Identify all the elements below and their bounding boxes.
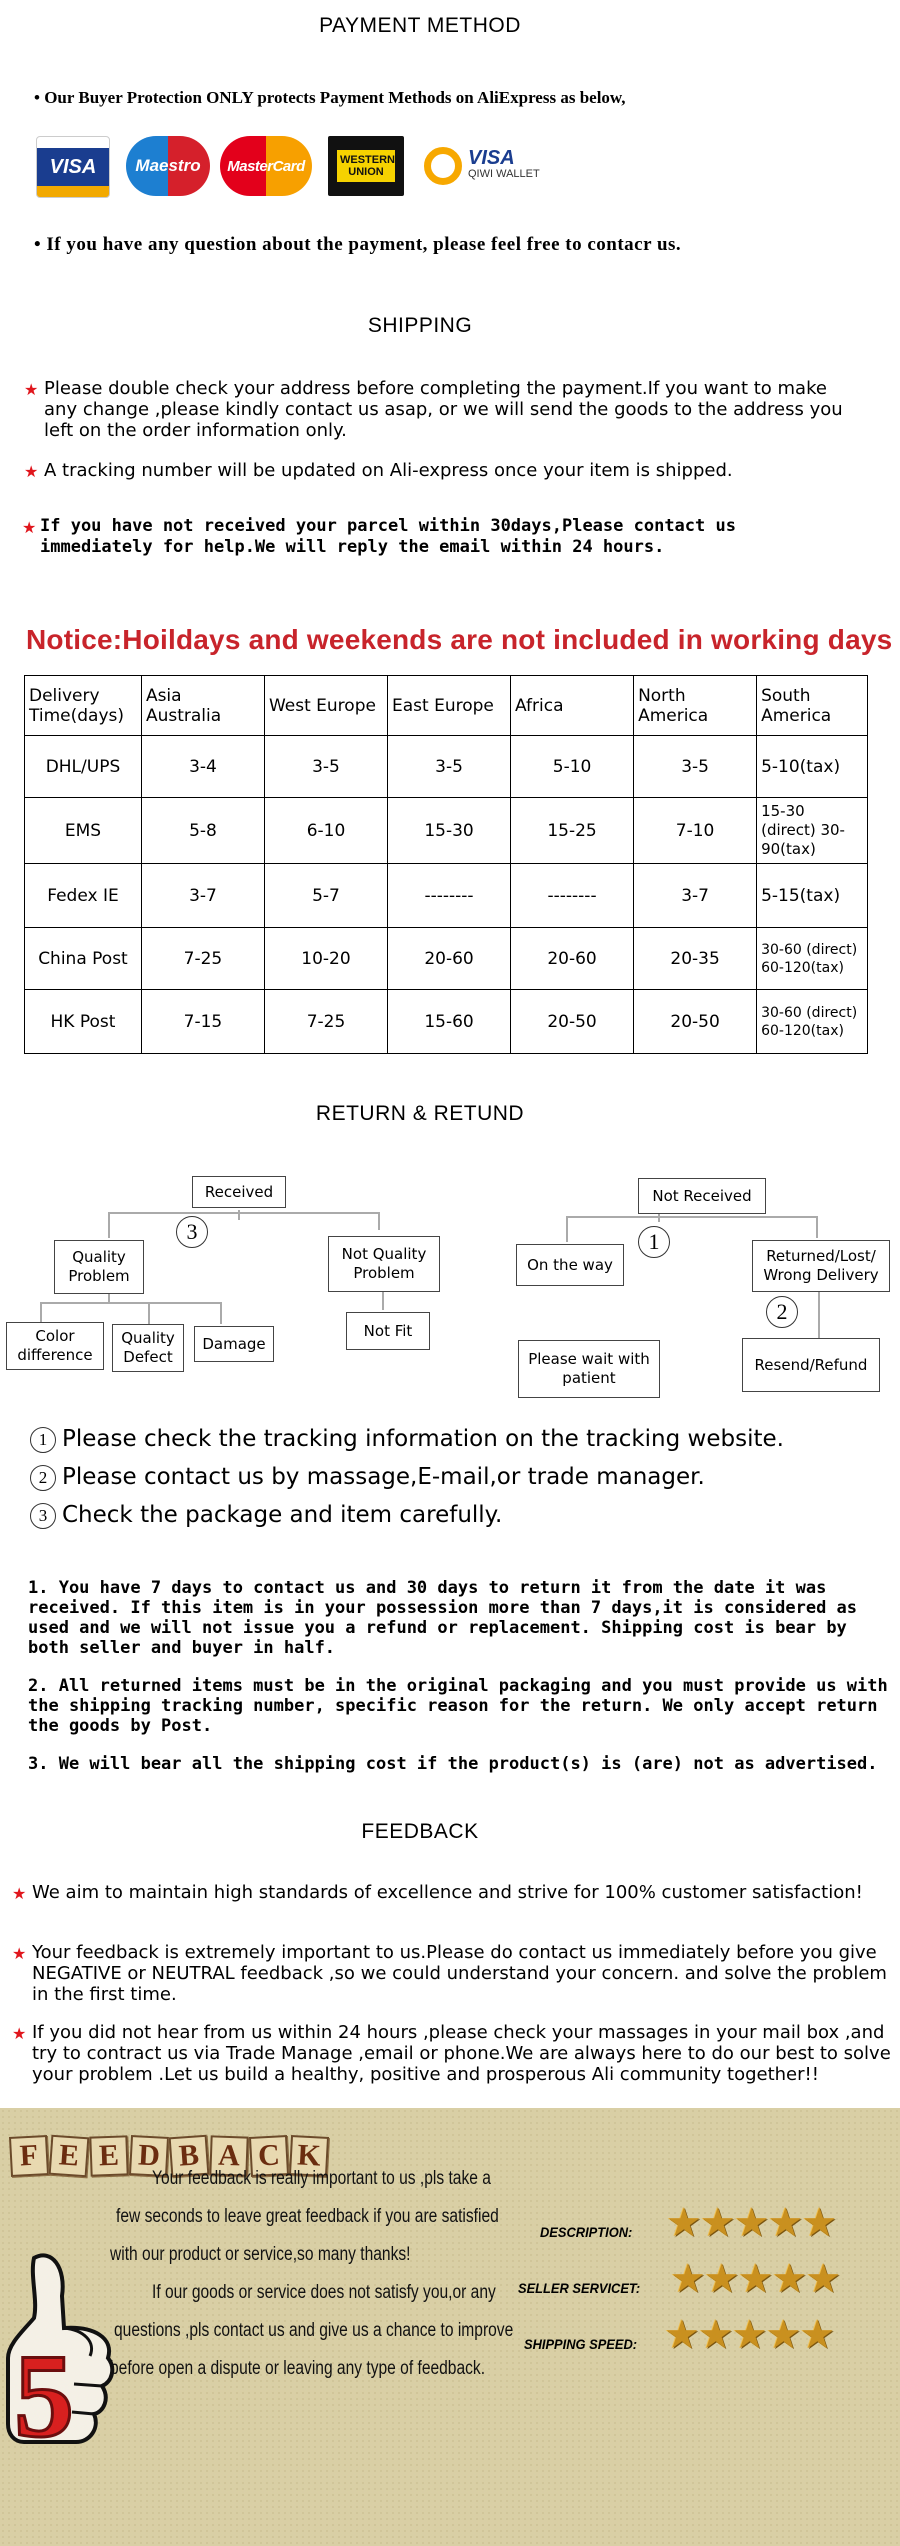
table-cell: 3-5 (634, 736, 757, 798)
rating-seller-service-label: SELLER SERVICET: (518, 2280, 641, 2296)
step-number: 1 (30, 1427, 56, 1453)
payment-title: PAYMENT METHOD (319, 14, 521, 37)
letter-tile: E (89, 2135, 128, 2176)
letter-tile: A (209, 2135, 248, 2176)
table-header-cell: South America (757, 676, 868, 736)
payment-bullet-1 (34, 88, 626, 108)
table-cell: 20-50 (511, 990, 634, 1054)
return-step-2 (30, 1464, 705, 1491)
flow-number-2: 2 (766, 1296, 798, 1328)
maestro-label: Maestro (135, 156, 201, 175)
flow-number-3: 3 (176, 1216, 208, 1248)
qiwi-ring-icon (424, 147, 462, 185)
banner-line: with our product or service,so many thanks! (110, 2244, 411, 2265)
table-header-cell: Delivery Time(days) (25, 676, 142, 736)
big-number-five: 5 (14, 2329, 74, 2462)
mastercard-icon (220, 136, 312, 196)
flow-quality-problem: Quality Problem (54, 1240, 144, 1294)
table-cell: 5-10 (511, 736, 634, 798)
return-rule-2: 2. All returned items must be in the original packaging and you must provide us with the shipping tracking number, specific reason for the return. We only accept return the goods by Post. (28, 1676, 898, 1736)
table-header-cell: Asia Australia (141, 676, 264, 736)
flow-damage: Damage (194, 1326, 274, 1362)
table-cell: -------- (511, 864, 634, 928)
table-cell: 10-20 (264, 928, 387, 990)
thumbs-up-five-icon (4, 2248, 124, 2468)
table-cell: China Post (25, 928, 142, 990)
return-step-3 (30, 1502, 502, 1529)
shipping-item-3: If you have not received your parcel within 30days,Please contact us immediately for help.We will reply the email within 24 hours. (40, 516, 736, 557)
table-row (25, 736, 868, 798)
qiwi-visa-label: VISA (468, 147, 515, 169)
step-text: Check the package and item carefully. (62, 1502, 503, 1528)
table-cell: 7-25 (141, 928, 264, 990)
visa-card-icon (36, 136, 110, 198)
red-star-icon: ★ (22, 518, 37, 537)
table-cell: 5-8 (141, 798, 264, 864)
banner-line: If our goods or service does not satisfy you,or any (152, 2282, 496, 2303)
letter-tile: F (9, 2135, 49, 2177)
table-cell: 20-50 (634, 990, 757, 1054)
flow-please-wait: Please wait with patient (518, 1340, 660, 1398)
rating-description-label: DESCRIPTION: (540, 2224, 633, 2240)
red-star-icon: ★ (12, 1884, 27, 1903)
feedback-item-3: If you did not hear from us within 24 hours ,please check your massages in your mail box ,and try to contract us via Trade Manage ,email or phone.We are always here to do our best to solve your problem .Let us build a healthy, positive and prosperous Ali community together!! (32, 2022, 891, 2085)
shipping-title: SHIPPING (367, 314, 473, 337)
feedback-item-1: We aim to maintain high standards of excellence and strive for 100% customer satisfaction! (32, 1882, 863, 1903)
table-header-cell: Africa (511, 676, 634, 736)
feedback-title: FEEDBACK (361, 1820, 479, 1843)
table-cell: 15-60 (388, 990, 511, 1054)
table-cell: 7-25 (264, 990, 387, 1054)
red-star-icon: ★ (12, 1944, 27, 1963)
table-cell: Fedex IE (25, 864, 142, 928)
table-cell: 5-15(tax) (757, 864, 868, 928)
payment-bullet-2-text: If you have any question about the payment, please feel free to contacr us. (46, 234, 682, 255)
feedback-banner (0, 2108, 900, 2546)
table-cell: -------- (388, 864, 511, 928)
flow-not-quality-problem: Not Quality Problem (328, 1236, 440, 1292)
table-cell: 7-15 (141, 990, 264, 1054)
payment-bullet-2 (34, 234, 681, 256)
flow-received: Received (192, 1176, 286, 1208)
table-cell: 20-35 (634, 928, 757, 990)
letter-tile: K (289, 2135, 329, 2177)
banner-line: before open a dispute or leaving any type of feedback. (110, 2358, 486, 2379)
rating-shipping-speed-label: SHIPPING SPEED: (524, 2336, 638, 2352)
shipping-notice: Notice:Hoildays and weekends are not included in working days (26, 624, 893, 655)
letter-tile: D (129, 2135, 169, 2177)
table-header-row (25, 676, 868, 736)
flow-not-fit: Not Fit (346, 1312, 430, 1350)
table-cell: 5-10(tax) (757, 736, 868, 798)
western-union-icon (328, 136, 404, 196)
red-star-icon: ★ (24, 462, 39, 481)
qiwi-wallet-icon (424, 136, 564, 196)
table-cell: 5-7 (264, 864, 387, 928)
table-cell: 3-7 (141, 864, 264, 928)
shipping-time-table (24, 675, 868, 1054)
rating-shipping-speed-stars: ★★★★★ (664, 2312, 834, 2358)
table-row (25, 928, 868, 990)
rating-seller-service-stars: ★★★★★ (670, 2256, 840, 2302)
maestro-card-icon (126, 136, 210, 196)
letter-tile: C (249, 2135, 289, 2177)
payment-bullet-1-text: Our Buyer Protection ONLY protects Payment Methods on AliExpress as below, (44, 88, 626, 107)
table-cell: EMS (25, 798, 142, 864)
table-cell: HK Post (25, 990, 142, 1054)
table-cell: 7-10 (634, 798, 757, 864)
qiwi-wallet-label: QIWI WALLET (468, 168, 540, 180)
table-cell: 15-30 (388, 798, 511, 864)
table-cell: 3-7 (634, 864, 757, 928)
flow-color-difference: Color difference (6, 1322, 104, 1370)
banner-line: Your feedback is really important to us ,pls take a (152, 2168, 491, 2189)
flow-quality-defect: Quality Defect (112, 1324, 184, 1372)
shipping-item-2: A tracking number will be updated on Ali-express once your item is shipped. (44, 460, 733, 481)
bullet-dot: • (34, 234, 47, 255)
step-text: Please check the tracking information on the tracking website. (62, 1426, 784, 1452)
rating-description-stars: ★★★★★ (666, 2200, 836, 2246)
flow-on-the-way: On the way (516, 1244, 624, 1286)
letter-tile: B (169, 2135, 210, 2178)
flow-not-received: Not Received (638, 1178, 766, 1214)
table-header-cell: East Europe (388, 676, 511, 736)
table-row (25, 990, 868, 1054)
table-cell: 20-60 (511, 928, 634, 990)
table-cell: DHL/UPS (25, 736, 142, 798)
red-star-icon: ★ (24, 380, 39, 399)
bullet-dot: • (34, 88, 45, 107)
step-text: Please contact us by massage,E-mail,or trade manager. (62, 1464, 705, 1490)
table-header-cell: West Europe (264, 676, 387, 736)
flow-returned-lost: Returned/Lost/ Wrong Delivery (752, 1240, 890, 1292)
table-cell: 6-10 (264, 798, 387, 864)
table-cell: 3-5 (388, 736, 511, 798)
table-cell: 15-30 (direct) 30-90(tax) (757, 798, 868, 864)
table-cell: 15-25 (511, 798, 634, 864)
table-row (25, 864, 868, 928)
table-row (25, 798, 868, 864)
red-star-icon: ★ (12, 2024, 27, 2043)
table-header-cell: North America (634, 676, 757, 736)
visa-label: VISA (49, 155, 97, 178)
feedback-item-2: Your feedback is extremely important to us.Please do contact us immediately before you give NEGATIVE or NEUTRAL feedback ,so we could understand your concern. and solve the problem in the first time. (32, 1942, 887, 2005)
table-cell: 3-4 (141, 736, 264, 798)
step-number: 3 (30, 1503, 56, 1529)
table-cell: 30-60 (direct) 60-120(tax) (757, 990, 868, 1054)
step-number: 2 (30, 1465, 56, 1491)
return-step-1 (30, 1426, 784, 1453)
table-cell: 3-5 (264, 736, 387, 798)
shipping-item-1: Please double check your address before completing the payment.If you want to make any change ,please kindly contact us asap, or we will send the goods to the address you left on the order information only. (44, 378, 843, 441)
table-cell: 20-60 (388, 928, 511, 990)
return-rule-3: 3. We will bear all the shipping cost if the product(s) is (are) not as advertised. (28, 1754, 878, 1774)
table-cell: 30-60 (direct) 60-120(tax) (757, 928, 868, 990)
western-union-label: WESTERN UNION (337, 150, 395, 182)
letter-tile: E (49, 2135, 90, 2178)
banner-line: few seconds to leave great feedback if you are satisfied (116, 2206, 499, 2227)
flow-number-1: 1 (638, 1226, 670, 1258)
mastercard-label: MasterCard (227, 157, 305, 175)
flow-resend-refund: Resend/Refund (742, 1338, 880, 1392)
return-rule-1: 1. You have 7 days to contact us and 30 days to return it from the date it was received. If this item is in your possession more than 7 days,it is considered as used and we will not issue you a refund or replacement. Shipping cost is bear by both seller and buyer in half. (28, 1578, 868, 1658)
return-title: RETURN & RETUND (315, 1102, 525, 1125)
banner-line: questions ,pls contact us and give us a chance to improve (114, 2320, 514, 2341)
